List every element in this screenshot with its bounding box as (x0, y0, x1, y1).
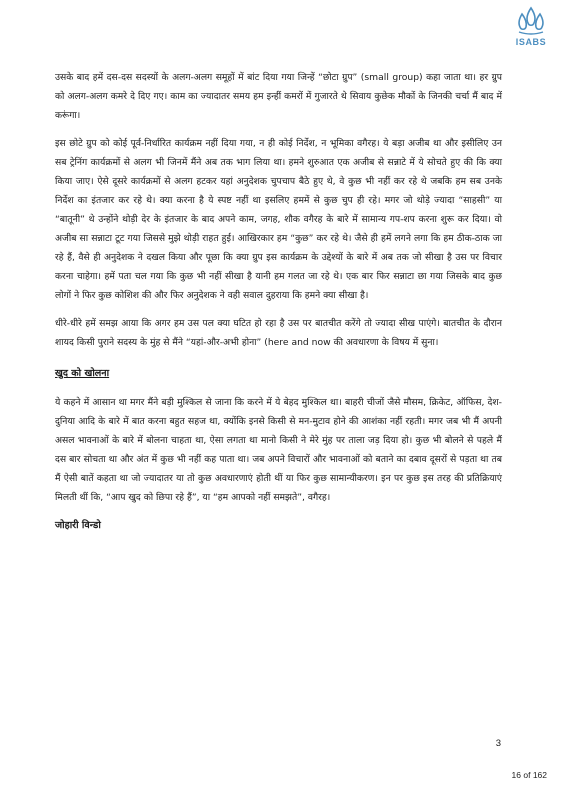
section-heading-johari-window: जोहारी विन्डो (55, 520, 101, 531)
paragraph-small-group-experience: इस छोटे ग्रुप को कोई पूर्व-निर्धारित कार्यक्रम नहीं दिया गया, न ही कोई निर्देश, न भूमिका वगैरह। ये बड़ा अजीब था और इसीलिए उन सब ट्रेनिंग कार्यक्रमों से अलग भी जिनमें मैंने अब तक भाग लिया था। हमने शुरुआत एक अजीब से सन्नाटे में ये सोचते हुए की कि क्या किया जाए। ऐसे दूसरे कार्यक्रमों से अलग हटकर यहां अनुदेशक चुपचाप बैठे हुए थे, वे कुछ भी नहीं कर रहे थे जबकि हम सब उनके निर्देश का इंतजार कर रहे थे। क्या करना है ये स्पष्ट नहीं था इसलिए हममें से कुछ चुप ही रहे। मगर जो थोड़े ज्यादा “साहसी” या “बातूनी” थे उन्होंने थोड़ी देर के इंतजार के बाद अपने काम, जगह, शौक वगैरह के बारे में सामान्य गप-शप करना शुरू कर दिया। वो अजीब सा सन्नाटा टूट गया जिससे मुझे थोड़ी राहत हुई। आखिरकार हम “कुछ” कर रहे थे। जैसे ही हमें लगने लगा कि हम ठीक-ठाक जा रहे हैं, वैसे ही अनुदेशक ने दखल किया और पूछा कि क्या ग्रुप इस कार्यक्रम के उद्देश्यों के बारे में अब तक जो सीखा है उस पर विचार करना चाहेगा। हमें पता चल गया कि कुछ भी नहीं सीखा है यानी हम गलत जा रहे थे। एक बार फिर सन्नाटा छा गया जिसके बाद कुछ लोगों ने फिर कुछ कोशिश की और फिर अनुदेशक ने वही सवाल दुहराया कि हमने क्या सीखा है। (55, 138, 502, 301)
document-body (55, 68, 502, 545)
paragraph-small-group: उसके बाद हमें दस-दस सदस्यों के अलग-अलग समूहों में बांट दिया गया जिन्हें “छोटा ग्रुप” (small group) कहा जाता था। हर ग्रुप को अलग-अलग कमरे दे दिए गए। काम का ज्यादातर समय हम इन्हीं कमरों में गुजारते थे सिवाय कुछेक मौकों के जिनकी चर्चा मैं बाद में करूंगा। (55, 72, 502, 121)
page-number: 3 (495, 738, 501, 749)
logo-text: ISABS (515, 37, 547, 47)
isabs-flame-logo-icon (514, 6, 548, 36)
section-heading-opening-up: खुद को खोलना (55, 368, 110, 379)
page-counter: 16 of 162 (511, 770, 547, 780)
isabs-logo (511, 6, 551, 47)
paragraph-here-and-now: धीरे-धीरे हमें समझ आया कि अगर हम उस पल क्या घटित हो रहा है उस पर बातचीत करेंगे तो ज्यादा सीख पाएंगे। बातचीत के दौरान शायद किसी पुराने सदस्य के मुंह से मैंने “यहां-और-अभी होना” (here and now की अवधारणा के विषय में सुना। (55, 318, 502, 348)
paragraph-opening-up: ये कहने में आसान था मगर मैंने बड़ी मुश्किल से जाना कि करने में ये बेहद मुश्किल था। बाहरी चीजों जैसे मौसम, क्रिकेट, ऑफिस, देश-दुनिया आदि के बारे में बात करना बहुत सहज था, क्योंकि इनसे किसी से मन-मुटाव होने की आशंका नहीं रहती। मगर जब भी मैं अपनी असल भावनाओं के बारे में बोलना चाहता था, ऐसा लगता था मानो किसी ने मेरे मुंह पर ताला जड़ दिया हो। कुछ भी बोलने से पहले मैं दस बार सोचता था और अंत में कुछ भी नहीं कह पाता था। जब अपने विचारों और भावनाओं को बताने का दबाव दूसरों से पड़ता था तब मैं ऐसी बातें कहता था जो ज्यादातर या तो कुछ अवधारणाएं होती थीं या फिर कुछ सामान्यीकरण। इन पर कुछ इस तरह की प्रतिक्रियाएं मिलती थीं कि, “आप खुद को छिपा रहे हैं”, या “हम आपको नहीं समझते”, वगैरह। (55, 397, 502, 503)
